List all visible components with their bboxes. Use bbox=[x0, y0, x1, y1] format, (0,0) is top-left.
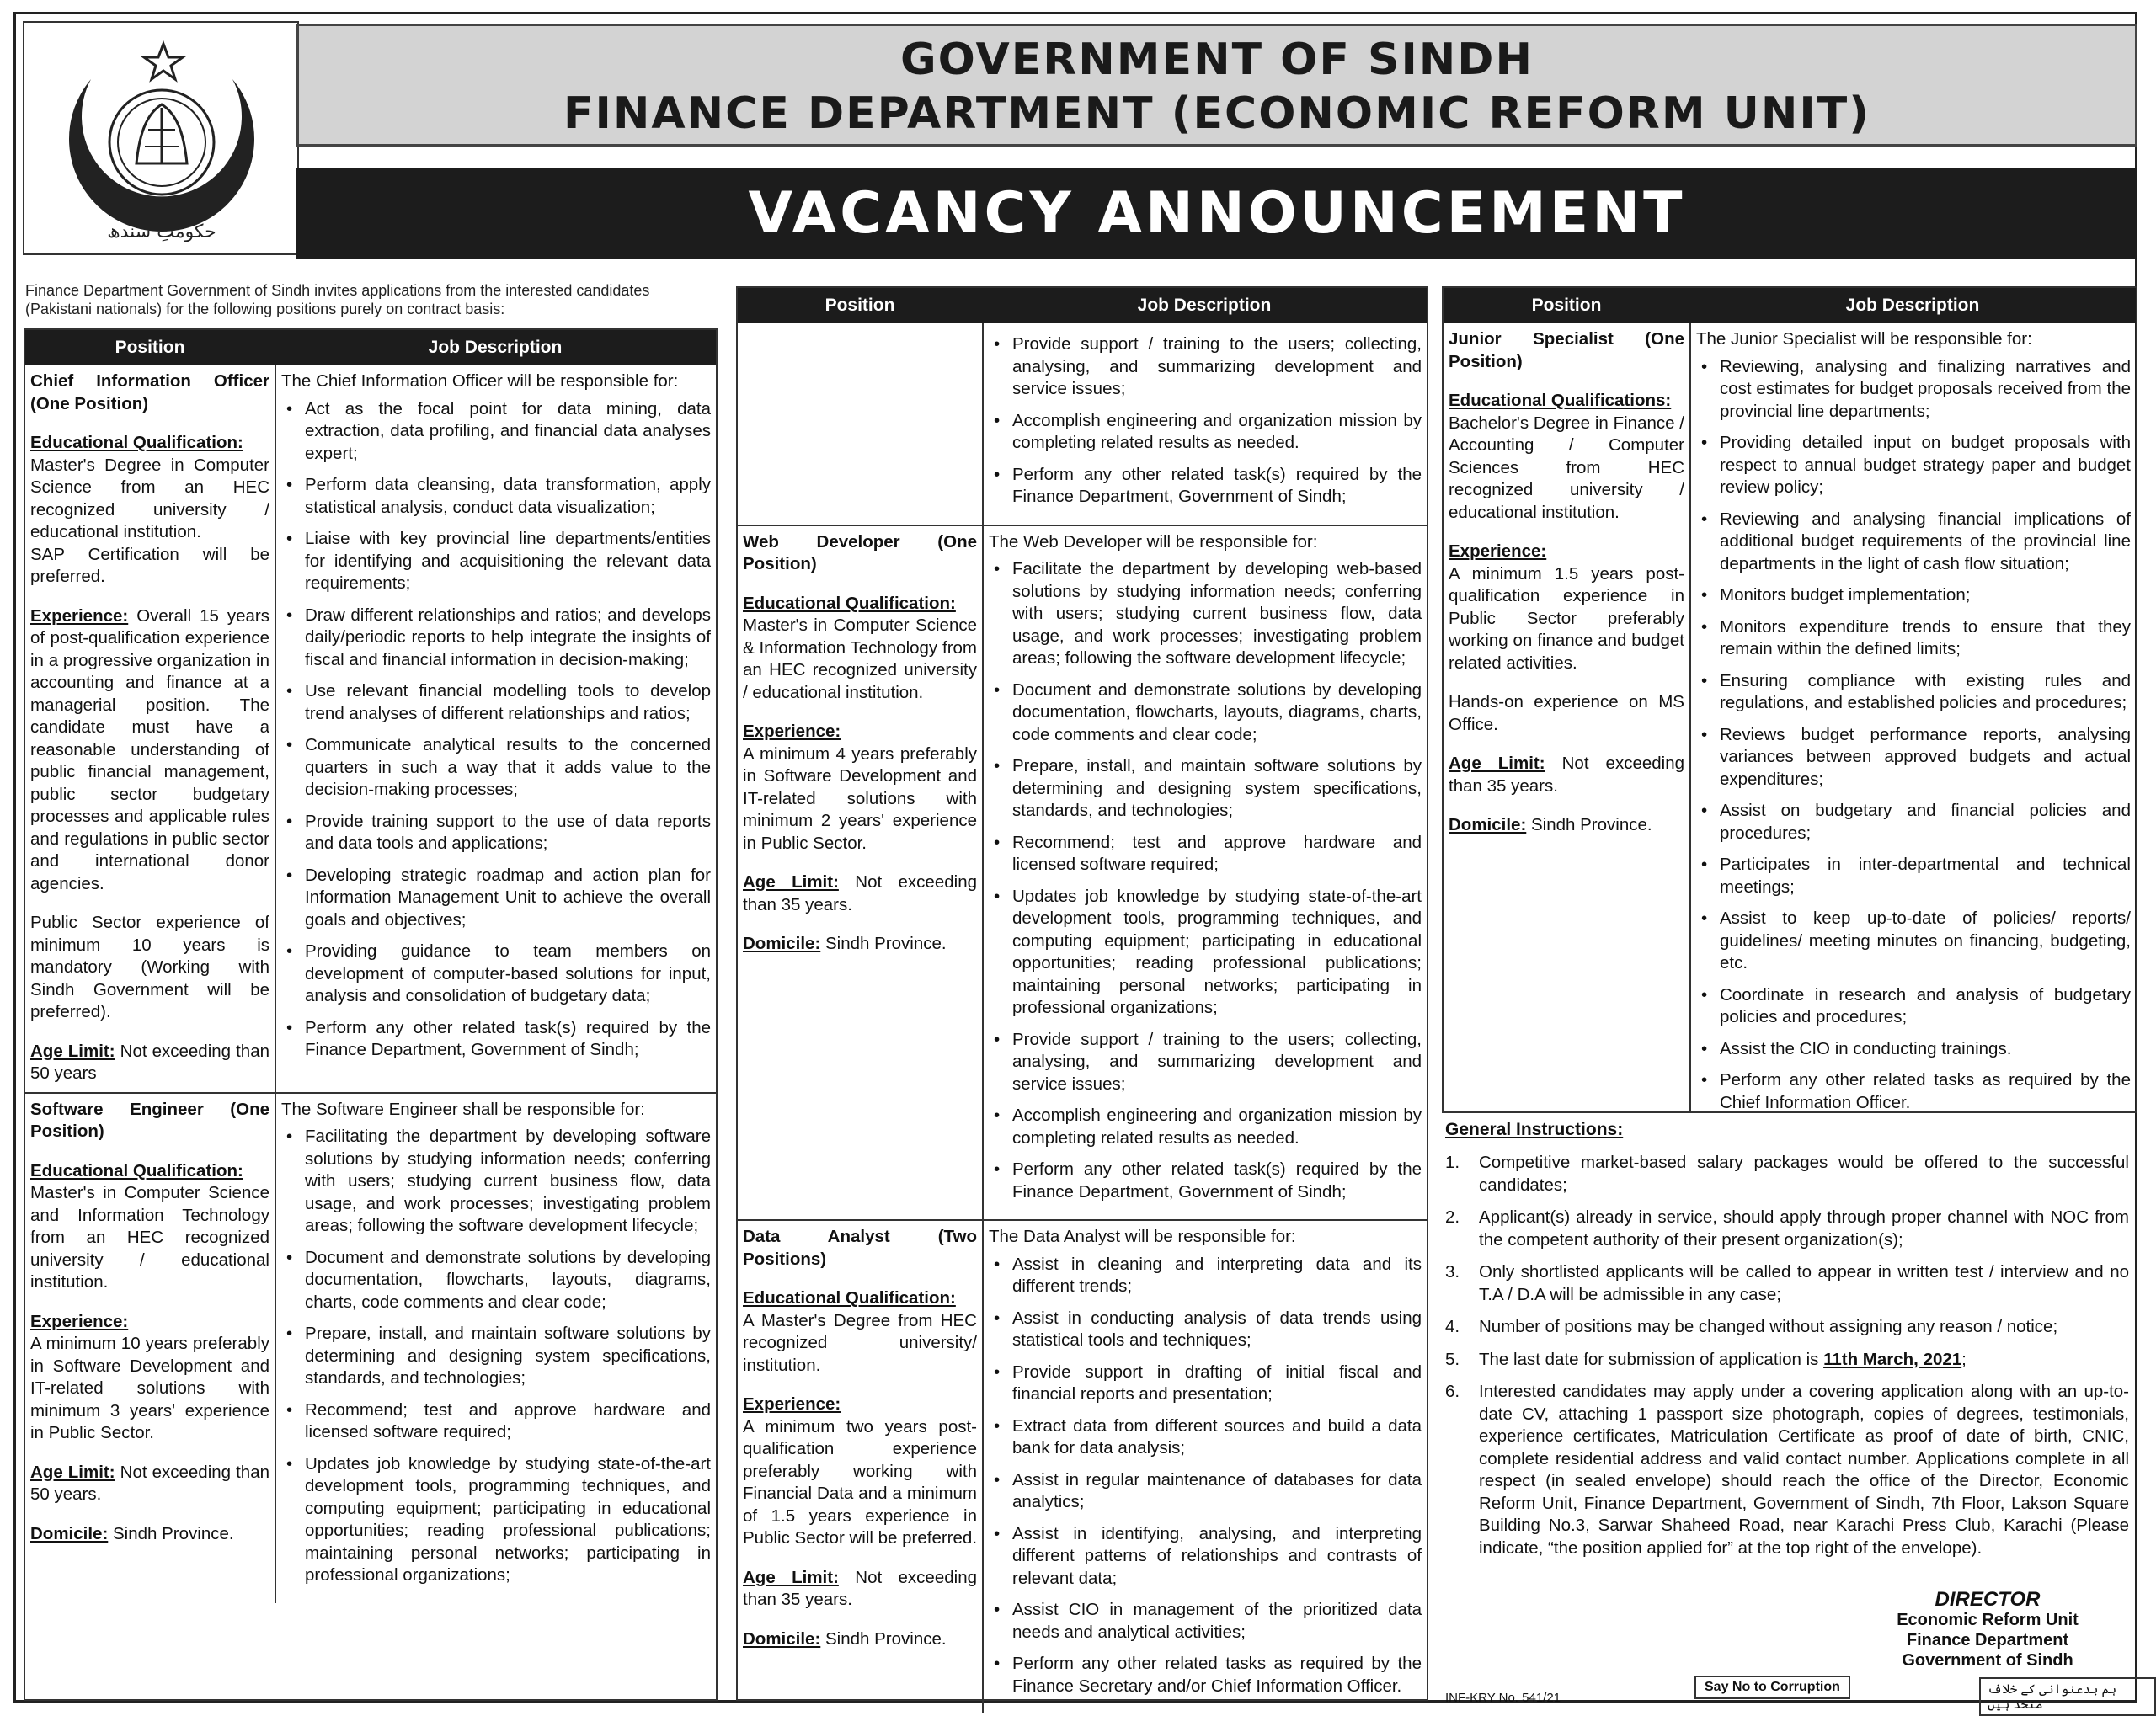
header-job-description: Job Description bbox=[1137, 296, 1272, 315]
list-item: 4. Number of positions may be changed without assigning any reason / notice; bbox=[1445, 1317, 2058, 1336]
se-cont-position-cell bbox=[738, 323, 984, 525]
list-item: • Perform any other related tasks as required by the Finance Secretary and/or Chief Information Officer. bbox=[1012, 1653, 1422, 1697]
cio-edu-text: Master's Degree in Computer Science from an HEC recognized university / educational institution. bbox=[30, 455, 270, 541]
se-cont-duties-list bbox=[989, 333, 1422, 509]
list-item: 3. Only shortlisted applicants will be called to appear in written test / interview and no T.A / D.A will be admissible in any case; bbox=[1445, 1262, 2129, 1304]
list-item: • Assist the CIO in conducting trainings. bbox=[1720, 1038, 2131, 1061]
se-age-limit: Age Limit: Not exceeding than 50 years. bbox=[30, 1462, 270, 1504]
table-header bbox=[738, 288, 1427, 323]
list-item: • Assist on budgetary and financial policies and procedures; bbox=[1720, 800, 2131, 845]
list-item: • Reviews budget performance reports, analysing variances between approved budgets and actual expenditures; bbox=[1720, 724, 2131, 791]
da-domicile: Domicile: Sindh Province. bbox=[743, 1628, 947, 1649]
general-instructions-title: General Instructions: bbox=[1445, 1120, 1624, 1139]
list-item: • Updates job knowledge by studying state-of-the-art development tools, programming techniques, and computing equipment; participating in educational opportunities; reading professional publications; maintaining personal networks; participating in professional organizations; bbox=[1012, 886, 1422, 1020]
list-item: • Prepare, install, and maintain software solutions by determining and designing system specifications, standards, and technologies; bbox=[1012, 755, 1422, 823]
vacancy-announcement-banner: VACANCY ANNOUNCEMENT bbox=[296, 168, 2137, 259]
signature-title: DIRECTOR bbox=[1935, 1588, 2041, 1611]
js-edu-text: Bachelor's Degree in Finance / Accounting / Computer Sciences from HEC recognized university / educational institution. bbox=[1449, 413, 1684, 522]
list-item: • Facilitating the department by developing software solutions by studying information needs; conferring with users; studying current business flow, data usage, and work processes; investigating problem areas; following the software development lifecycle; bbox=[305, 1126, 711, 1238]
row-junior-specialist bbox=[1444, 323, 2136, 1111]
list-item: • Provide support in drafting of initial fiscal and financial reports and presentation; bbox=[1012, 1362, 1422, 1406]
list-item: • Perform any other related task(s) required by the Finance Department, Government of Sindh; bbox=[1012, 1159, 1422, 1203]
js-position-cell bbox=[1444, 323, 1691, 1111]
list-item: • Draw different relationships and ratios; and develops daily/periodic reports to help integrate the insights of fiscal and financial information in decision-making; bbox=[305, 605, 711, 672]
header-job-description: Job Description bbox=[428, 338, 563, 357]
list-item: • Provide training support to the use of data reports and data tools and applications; bbox=[305, 811, 711, 855]
header-position: Position bbox=[115, 338, 185, 357]
list-item: • Recommend; test and approve hardware and licensed software required; bbox=[1012, 832, 1422, 877]
js-duties-list bbox=[1696, 356, 2131, 1115]
list-item: 2. Applicant(s) already in service, should apply through proper channel with NOC from the competent authority of their present organization(s); bbox=[1445, 1207, 2129, 1250]
wd-title: Web Developer (One Position) bbox=[743, 531, 977, 573]
list-item: 1. Competitive market-based salary packages would be offered to the successful candidates; bbox=[1445, 1153, 2129, 1195]
se-edu-text: Master's in Computer Science and Information Technology from an HEC recognized university / educational institution. bbox=[30, 1183, 270, 1292]
wd-exp-label: Experience: bbox=[743, 722, 841, 741]
list-item: • Accomplish engineering and organization mission by completing related results as needed. bbox=[1012, 410, 1422, 455]
js-description-cell bbox=[1691, 323, 2136, 1111]
general-instructions-list bbox=[1445, 1152, 2129, 1569]
row-software-engineer bbox=[25, 1092, 716, 1603]
list-item: • Updates job knowledge by studying state-of-the-art development tools, programming techniques, and computing equipment; participating in educational opportunities; reading professional publications; maintaining personal networks; participating in professional organizations; bbox=[305, 1453, 711, 1587]
table-header bbox=[1444, 288, 2136, 323]
advertisement-reference: INF-KRY No. 541/21 bbox=[1445, 1691, 1561, 1705]
se-duties-list bbox=[281, 1126, 711, 1587]
header-title-box bbox=[296, 24, 2137, 147]
se-exp-label: Experience: bbox=[30, 1311, 129, 1331]
signature-line2: Finance Department bbox=[1906, 1631, 2069, 1649]
positions-table-col2 bbox=[736, 286, 1428, 1701]
se-edu-label: Educational Qualification: bbox=[30, 1160, 243, 1180]
wd-domicile: Domicile: Sindh Province. bbox=[743, 934, 947, 953]
header-job-description: Job Description bbox=[1845, 296, 1980, 315]
wd-duties-list bbox=[989, 558, 1422, 1203]
se-description-cell bbox=[276, 1094, 716, 1603]
js-exp-extra: Hands-on experience on MS Office. bbox=[1449, 692, 1684, 734]
list-item: • Participates in inter-departmental and technical meetings; bbox=[1720, 854, 2131, 898]
list-item: • Liaise with key provincial line departments/entities for identifying and acquisitioning the relevant data requirements; bbox=[305, 528, 711, 595]
list-item: • Extract data from different sources and build a data bank for data analysis; bbox=[1012, 1415, 1422, 1460]
signature-line1: Economic Reform Unit bbox=[1897, 1611, 2079, 1629]
list-item: • Reviewing and analysing financial implications of additional budget requirements of the provincial line departments in the light of cash flow situation; bbox=[1720, 509, 2131, 576]
js-exp-text: A minimum 1.5 years post-qualification experience in Public Sector preferably working on finance and budget related activities. bbox=[1449, 563, 1684, 673]
list-item: • Act as the focal point for data mining, data extraction, data profiling, and financial data analyses expert; bbox=[305, 398, 711, 466]
list-item-deadline: 5. The last date for submission of application is 11th March, 2021; bbox=[1445, 1349, 1967, 1369]
list-item: • Developing strategic roadmap and action plan for Information Management Unit to achieve the overall goals and objectives; bbox=[305, 865, 711, 932]
svg-text:حکومتِ سندھ: حکومتِ سندھ bbox=[107, 221, 216, 242]
list-item: • Facilitate the department by developing web-based solutions by studying information needs; conferring with users; studying current business flow, data usage, and work processes; investigating problem areas; following the software development lifecycle; bbox=[1012, 558, 1422, 670]
sindh-emblem-logo bbox=[22, 20, 300, 256]
wd-age-limit: Age Limit: Not exceeding than 35 years. bbox=[743, 872, 977, 914]
list-item: • Communicate analytical results to the concerned quarters in such a way that it adds value to the decision-making processes; bbox=[305, 734, 711, 802]
list-item: • Assist to keep up-to-date of policies/ reports/ guidelines/ meeting minutes on financing, budgeting, etc. bbox=[1720, 908, 2131, 975]
list-item: • Providing guidance to team members on development of computer-based solutions for input, analysis and consolidation of budgetary data; bbox=[305, 941, 711, 1008]
wd-position-cell bbox=[738, 526, 984, 1220]
row-web-developer bbox=[738, 525, 1427, 1220]
list-item: • Document and demonstrate solutions by developing documentation, flowcharts, layouts, diagrams, charts, code comments and clear code; bbox=[1012, 679, 1422, 747]
cio-edu-label: Educational Qualification: bbox=[30, 433, 243, 452]
intro-text: Finance Department Government of Sindh invites applications from the interested candidates (Pakistani nationals) for the following positions purely on contract basis: bbox=[25, 282, 650, 317]
positions-table-col1 bbox=[24, 328, 718, 1701]
list-item: • Ensuring compliance with existing rules and regulations, and established policies and procedures; bbox=[1720, 670, 2131, 715]
da-title: Data Analyst (Two Positions) bbox=[743, 1227, 977, 1269]
list-item: • Monitors expenditure trends to ensure that they remain within the defined limits; bbox=[1720, 616, 2131, 661]
list-item: • Assist in regular maintenance of databases for data analytics; bbox=[1012, 1469, 1422, 1514]
table-header bbox=[25, 330, 716, 365]
list-item: • Assist in conducting analysis of data trends using statistical tools and techniques; bbox=[1012, 1308, 1422, 1352]
cio-position-cell bbox=[25, 365, 276, 1092]
list-item: • Perform any other related task(s) required by the Finance Department, Government of Sindh; bbox=[1012, 464, 1422, 509]
positions-table-col3 bbox=[1442, 286, 2137, 1113]
cio-experience: Experience: Overall 15 years of post-qualification experience in a progressive organization in accounting and finance at a managerial position. The candidate must have a reasonable understanding of public financial management, public sector budgetary processes and applicable rules and regulations in public sector and international donor agencies. bbox=[30, 605, 270, 893]
da-exp-label: Experience: bbox=[743, 1394, 841, 1414]
js-title: Junior Specialist (One Position) bbox=[1449, 329, 1684, 371]
deadline-date: 11th March, 2021 bbox=[1823, 1349, 1962, 1369]
list-item: • Perform any other related tasks as required by the Chief Information Officer. bbox=[1720, 1069, 2131, 1114]
list-item: • Coordinate in research and analysis of budgetary policies and procedures; bbox=[1720, 984, 2131, 1029]
js-desc-intro: The Junior Specialist will be responsible for: bbox=[1696, 329, 2032, 349]
list-item: • Document and demonstrate solutions by developing documentation, flowcharts, layouts, diagrams, charts, code comments and clear code; bbox=[305, 1247, 711, 1314]
list-item: • Assist in identifying, analysing, and interpreting different patterns of relationships and contrasts of relevant data; bbox=[1012, 1523, 1422, 1591]
cio-edu-extra: SAP Certification will be preferred. bbox=[30, 544, 270, 586]
director-signature-block bbox=[1844, 1590, 2131, 1671]
list-item: 6. Interested candidates may apply under a covering application along with an up-to-date CV, attaching 1 passport size photograph, copies of degrees, testimonials, experience certificates, Matriculation Certificate as proof of date of birth, CNIC, complete residential address and valid contact number. Applications complete in all respect (in sealed envelope) should reach the office of the Director, Economic Reform Unit, Finance Department, Government of Sindh, 7th Floor, Lakson Square Building No.3, Sarwar Shaheed Road, near Karachi Press Club, Karachi (Please indicate, “the position applied for” at the top right of the envelope). bbox=[1445, 1382, 2129, 1558]
say-no-to-corruption-badge: Say No to Corruption bbox=[1694, 1676, 1850, 1699]
list-item: • Accomplish engineering and organization mission by completing related results as needed. bbox=[1012, 1105, 1422, 1149]
se-position-cell bbox=[25, 1094, 276, 1603]
se-domicile: Domicile: Sindh Province. bbox=[30, 1523, 234, 1543]
header-line-department: FINANCE DEPARTMENT (ECONOMIC REFORM UNIT) bbox=[563, 88, 1870, 139]
se-title: Software Engineer (One Position) bbox=[30, 1099, 270, 1141]
js-edu-label: Educational Qualifications: bbox=[1449, 391, 1672, 410]
list-item: • Provide support / training to the users; collecting, analysing, and summarizing development and service issues; bbox=[1012, 333, 1422, 401]
list-item: • Monitors budget implementation; bbox=[1720, 584, 2131, 607]
cio-duties-list bbox=[281, 398, 711, 1062]
da-edu-label: Educational Qualification: bbox=[743, 1288, 956, 1308]
cio-desc-intro: The Chief Information Officer will be responsible for: bbox=[281, 371, 679, 391]
list-item: • Prepare, install, and maintain software solutions by determining and designing system specifications, standards, and technologies; bbox=[305, 1323, 711, 1390]
wd-description-cell bbox=[984, 526, 1427, 1220]
da-age-limit: Age Limit: Not exceeding than 35 years. bbox=[743, 1567, 977, 1609]
se-exp-text: A minimum 10 years preferably in Software Development and IT-related solutions with minimum 3 years' experience in Public Sector. bbox=[30, 1334, 270, 1442]
list-item: • Use relevant financial modelling tools to develop trend analyses of different relationships and ratios; bbox=[305, 680, 711, 725]
da-description-cell bbox=[984, 1221, 1427, 1713]
da-duties-list bbox=[989, 1254, 1422, 1698]
da-exp-text: A minimum two years post-qualification experience preferably working with Financial Data and a minimum of 1.5 years experience in Public Sector will be preferred. bbox=[743, 1416, 978, 1548]
js-exp-label: Experience: bbox=[1449, 541, 1547, 561]
list-item: • Perform any other related task(s) required by the Finance Department, Government of Sindh; bbox=[305, 1017, 711, 1062]
da-position-cell bbox=[738, 1221, 984, 1713]
header-line-government: GOVERNMENT OF SINDH bbox=[899, 35, 1534, 85]
se-desc-intro: The Software Engineer shall be responsible for: bbox=[281, 1099, 645, 1119]
cio-age-limit: Age Limit: Not exceeding than 50 years bbox=[30, 1041, 270, 1083]
wd-desc-intro: The Web Developer will be responsible for: bbox=[989, 531, 1318, 552]
wd-exp-text: A minimum 4 years preferably in Software Development and IT-related solutions with minimum 2 years' experience in Public Sector. bbox=[743, 743, 977, 853]
list-item: • Perform data cleansing, data transformation, apply statistical analysis, conduct data visualization; bbox=[305, 474, 711, 519]
da-desc-intro: The Data Analyst will be responsible for: bbox=[989, 1227, 1296, 1246]
cio-exp-extra: Public Sector experience of minimum 10 years is mandatory (Working with Sindh Government will be preferred). bbox=[30, 913, 270, 1021]
cio-title: Chief Information Officer (One Position) bbox=[30, 371, 270, 413]
da-edu-text: A Master's Degree from HEC recognized university/ institution. bbox=[743, 1310, 977, 1375]
js-domicile: Domicile: Sindh Province. bbox=[1449, 815, 1652, 834]
list-item: • Reviewing, analysing and finalizing narratives and cost estimates for budget proposals received from the provincial line departments; bbox=[1720, 356, 2131, 424]
row-cio bbox=[25, 365, 716, 1092]
list-item: • Recommend; test and approve hardware and licensed software required; bbox=[305, 1399, 711, 1444]
wd-edu-text: Master's in Computer Science & Information Technology from an HEC recognized university / educational institution. bbox=[743, 616, 977, 702]
cio-description-cell bbox=[276, 365, 716, 1092]
row-data-analyst bbox=[738, 1219, 1427, 1713]
urdu-slogan-badge: ہم بدعنوانی کے خلاف متحد ہیں bbox=[1979, 1677, 2156, 1716]
row-se-continued bbox=[738, 323, 1427, 525]
wd-edu-label: Educational Qualification: bbox=[743, 593, 956, 613]
signature-line3: Government of Sindh bbox=[1902, 1651, 2073, 1670]
list-item: • Provide support / training to the users; collecting, analysing, and summarizing development and service issues; bbox=[1012, 1029, 1422, 1096]
list-item: • Assist in cleaning and interpreting data and its different trends; bbox=[1012, 1254, 1422, 1298]
government-of-sindh-emblem-icon bbox=[22, 20, 300, 256]
list-item: • Providing detailed input on budget proposals with respect to annual budget strategy paper and budget review policy; bbox=[1720, 432, 2131, 499]
se-cont-description-cell bbox=[984, 323, 1427, 525]
header-position: Position bbox=[1531, 296, 1602, 315]
js-age-limit: Age Limit: Not exceeding than 35 years. bbox=[1449, 754, 1685, 796]
header-position: Position bbox=[825, 296, 895, 315]
list-item: • Assist CIO in management of the prioritized data needs and analytical activities; bbox=[1012, 1599, 1422, 1644]
